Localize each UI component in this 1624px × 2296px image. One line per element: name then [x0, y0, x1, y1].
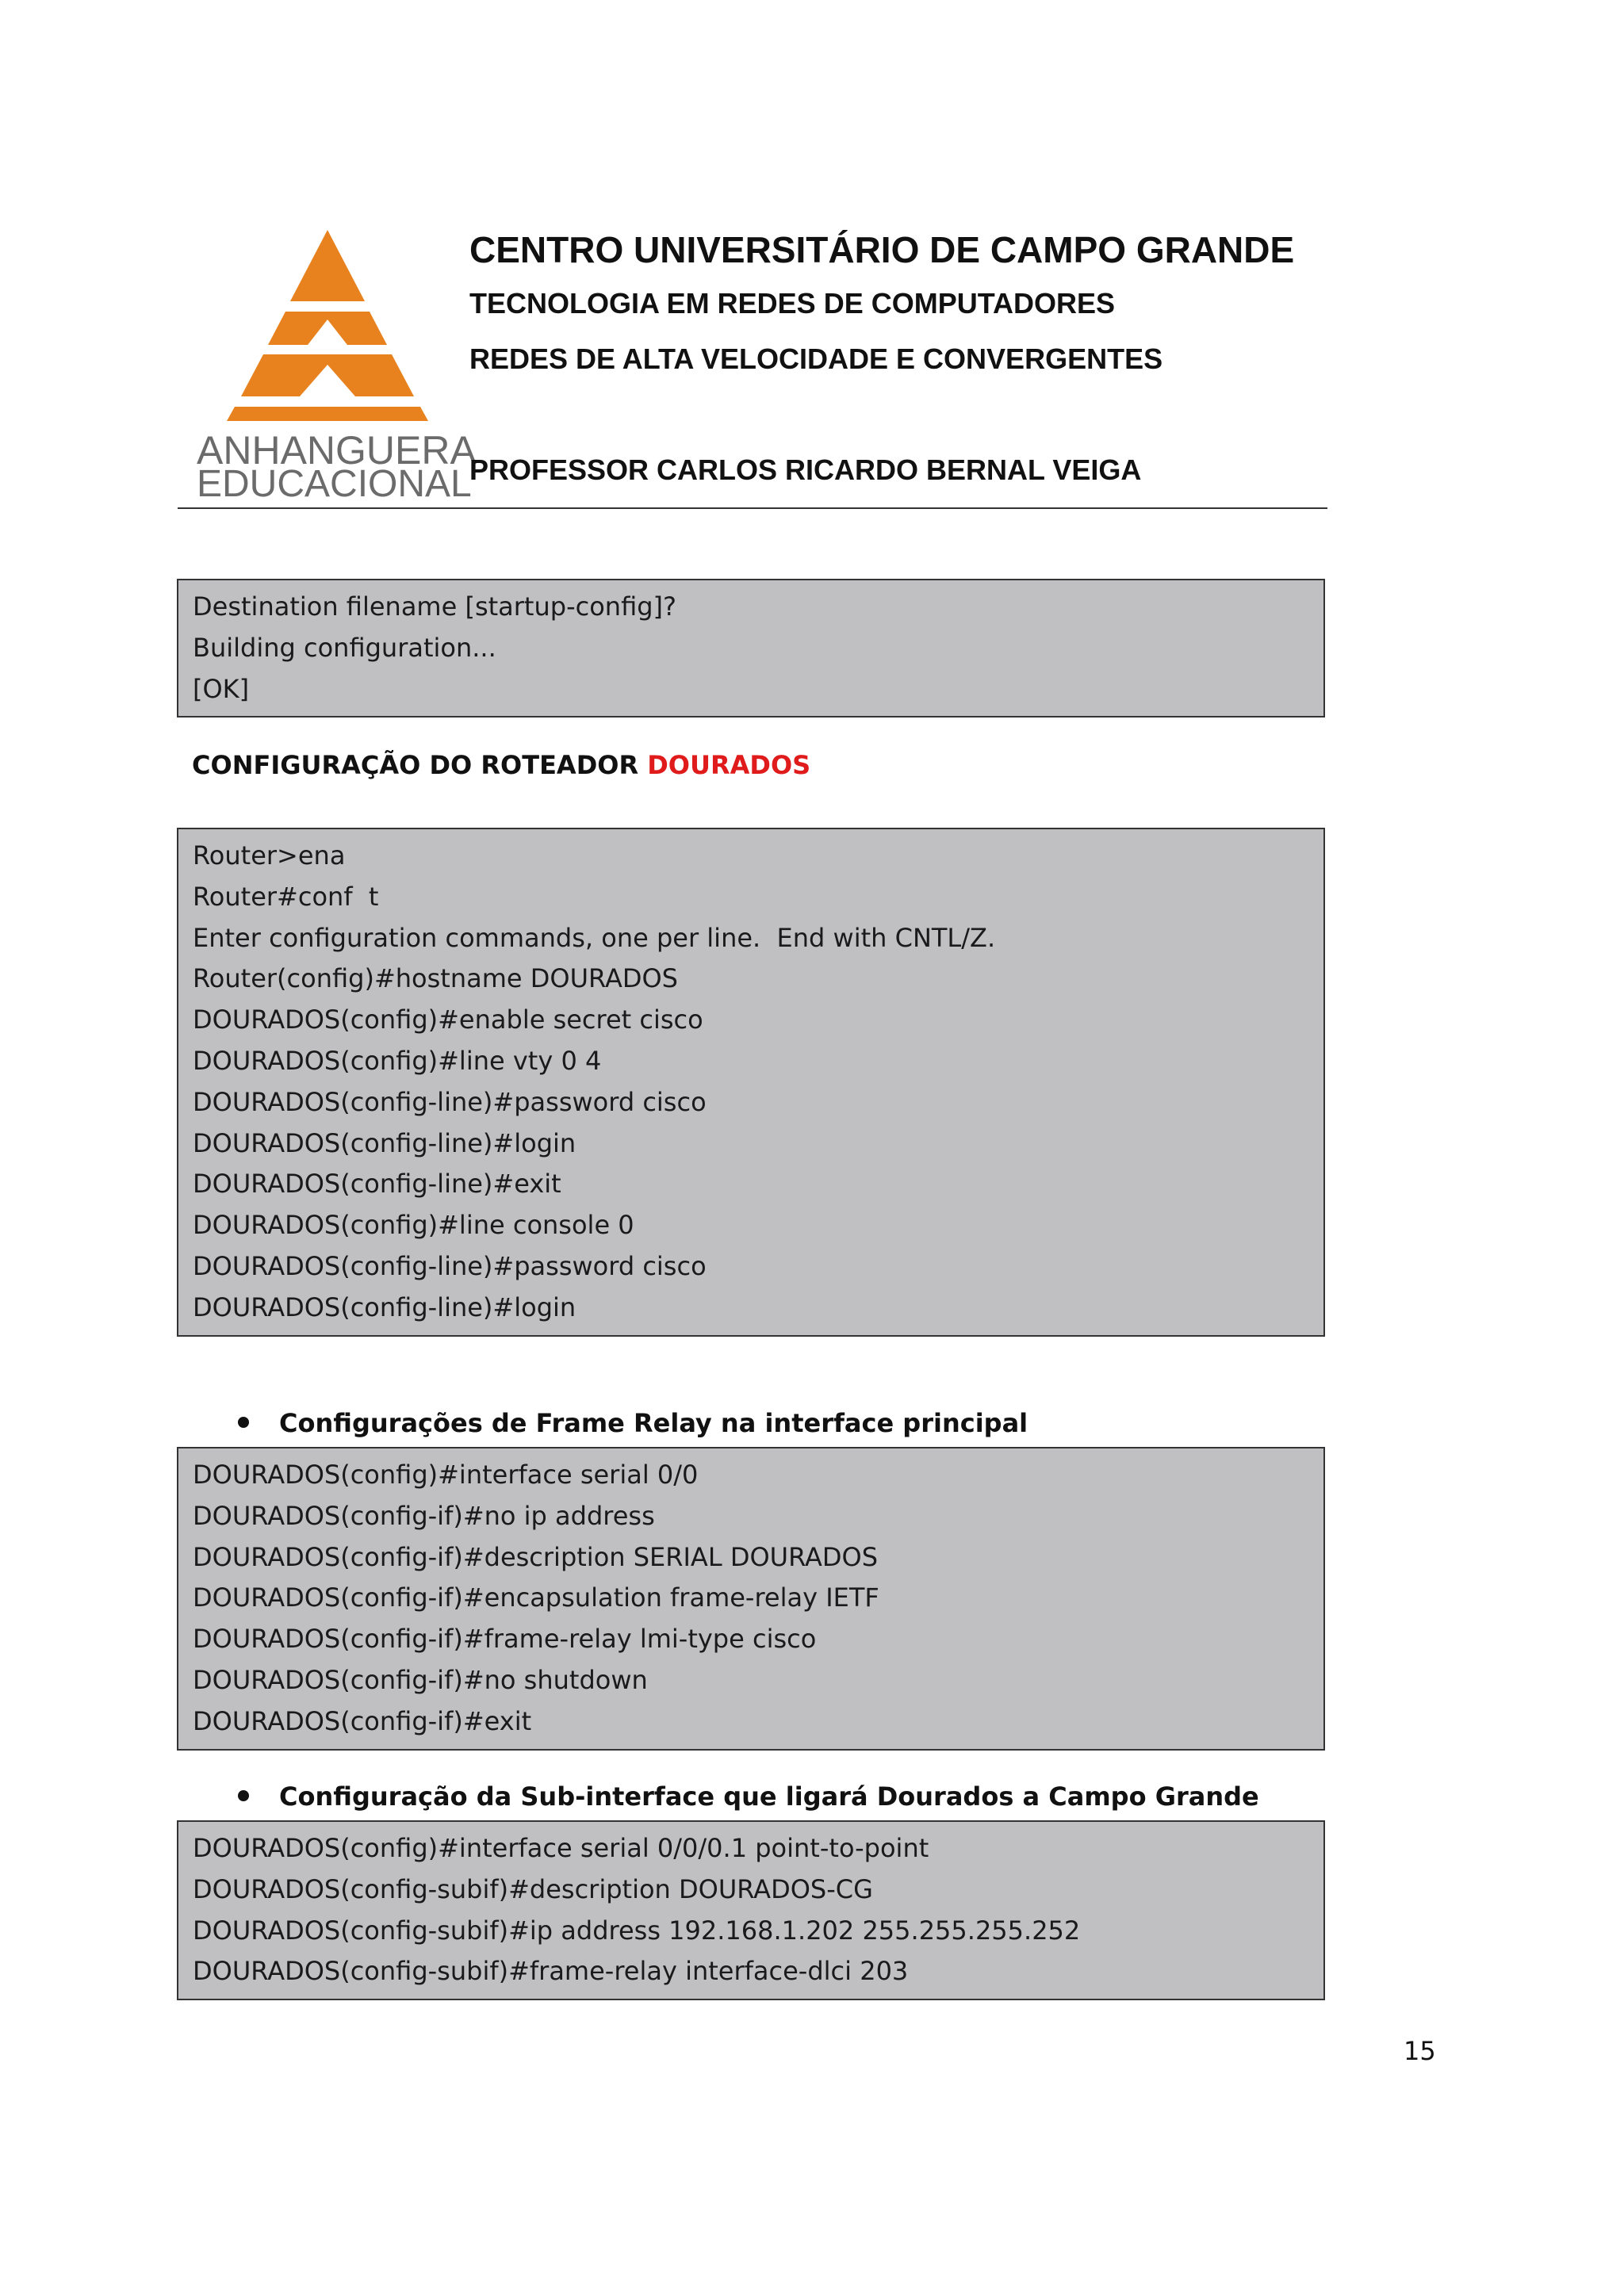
code-line: DOURADOS(config-if)#no shutdown [193, 1664, 648, 1695]
section-heading-router-name: DOURADOS [647, 750, 811, 780]
page-number: 15 [1404, 2036, 1436, 2066]
logo-text-line2: EDUCACIONAL [197, 463, 472, 505]
code-line: DOURADOS(config-subif)#ip address 192.168.1.202 255.255.255.252 [193, 1915, 1081, 1946]
code-line: DOURADOS(config-subif)#description DOURADOS-CG [193, 1873, 873, 1904]
code-line: Enter configuration commands, one per line. End with CNTL/Z. [193, 922, 996, 953]
section-heading [192, 750, 810, 780]
logo-text-line1: ANHANGUERA [197, 428, 477, 473]
code-line: DOURADOS(config-line)#password cisco [193, 1250, 707, 1281]
code-line: DOURADOS(config-if)#exit [193, 1705, 532, 1736]
code-line: DOURADOS(config-if)#no ip address [193, 1500, 655, 1531]
institution-title: CENTRO UNIVERSITÁRIO DE CAMPO GRANDE [469, 229, 1295, 270]
triangle-logo-icon [197, 226, 458, 424]
discipline-subtitle: REDES DE ALTA VELOCIDADE E CONVERGENTES [469, 342, 1163, 375]
code-box-frame-relay-interface [177, 1447, 1325, 1751]
section-heading-prefix: CONFIGURAÇÃO DO ROTEADOR [192, 750, 648, 780]
code-box-subinterface [177, 1820, 1325, 2000]
code-line: DOURADOS(config-line)#login [193, 1127, 576, 1158]
course-subtitle: TECNOLOGIA EM REDES DE COMPUTADORES [469, 287, 1116, 320]
code-line: Router#conf t [193, 881, 379, 912]
code-box-save-output [177, 579, 1325, 718]
bullet-text: Configurações de Frame Relay na interface principal [279, 1408, 1028, 1438]
code-line: Destination filename [startup-config]? [193, 591, 676, 622]
code-line: DOURADOS(config)#line console 0 [193, 1210, 634, 1241]
code-line: DOURADOS(config)#line vty 0 4 [193, 1045, 602, 1076]
code-line: DOURADOS(config-subif)#frame-relay interface-dlci 203 [193, 1956, 909, 1987]
code-line: DOURADOS(config)#interface serial 0/0/0.1 point-to-point [193, 1833, 929, 1863]
code-line: DOURADOS(config-line)#login [193, 1292, 576, 1322]
code-line: [OK] [193, 673, 250, 704]
professor-name: PROFESSOR CARLOS RICARDO BERNAL VEIGA [469, 453, 1142, 486]
code-line: DOURADOS(config)#enable secret cisco [193, 1004, 703, 1035]
code-line: Router>ena [193, 840, 346, 871]
code-line: DOURADOS(config-line)#password cisco [193, 1086, 707, 1117]
bullet-heading-frame-relay [238, 1408, 1028, 1438]
header-divider [178, 507, 1327, 509]
code-line: DOURADOS(config-line)#exit [193, 1169, 561, 1200]
code-line: DOURADOS(config-if)#frame-relay lmi-type cisco [193, 1624, 817, 1655]
code-line: Router(config)#hostname DOURADOS [193, 963, 678, 994]
bullet-heading-subinterface [238, 1781, 1259, 1812]
anhanguera-logo [197, 226, 477, 505]
bullet-icon [238, 1790, 249, 1801]
code-line: DOURADOS(config-if)#encapsulation frame-relay IETF [193, 1582, 879, 1613]
code-line: Building configuration... [193, 632, 496, 663]
code-line: DOURADOS(config)#interface serial 0/0 [193, 1460, 699, 1490]
bullet-icon [238, 1417, 249, 1428]
code-box-basic-config [177, 828, 1325, 1337]
bullet-text: Configuração da Sub-interface que ligará Dourados a Campo Grande [279, 1781, 1259, 1812]
code-line: DOURADOS(config-if)#description SERIAL DOURADOS [193, 1541, 879, 1572]
